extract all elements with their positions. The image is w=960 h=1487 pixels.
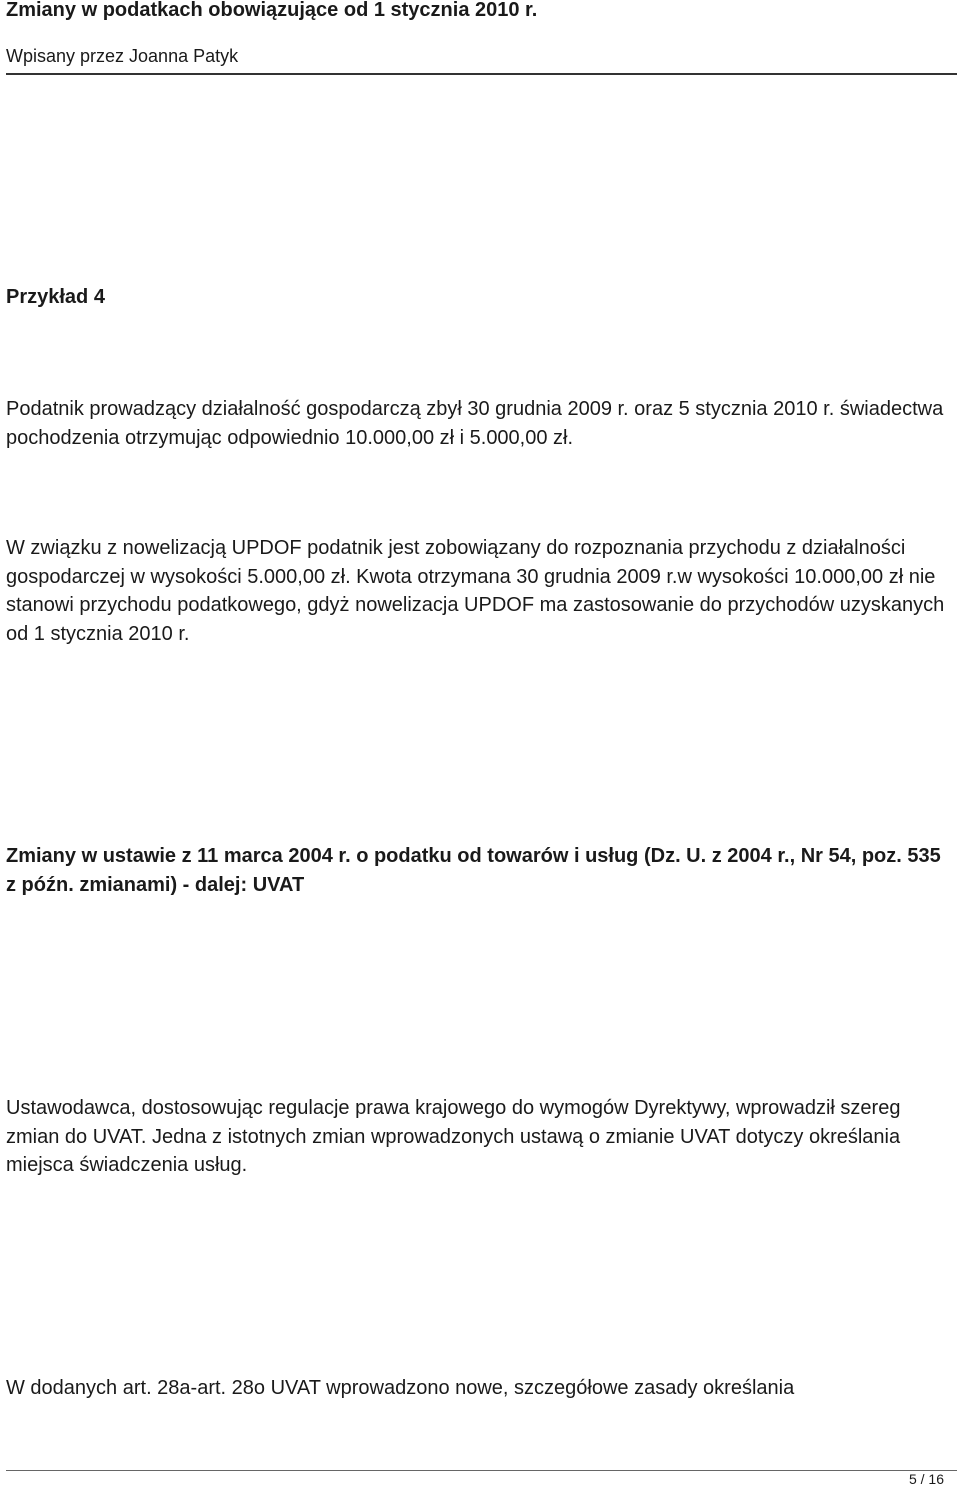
section-heading-uvat: Zmiany w ustawie z 11 marca 2004 r. o podatku od towarów i usług (Dz. U. z 2004 r., Nr 54, poz. 535 z późn. zmianami) - dalej: UVAT (6, 845, 941, 896)
paragraph-example-description: Podatnik prowadzący działalność gospodarczą zbył 30 grudnia 2009 r. oraz 5 stycznia 2010 r. świadectwa pochodzenia otrzymując odpowiednio 10.000,00 zł i 5.000,00 zł. (6, 398, 944, 449)
document-title: Zmiany w podatkach obowiązujące od 1 stycznia 2010 r. (6, 0, 538, 21)
paragraph-updof-explanation: W związku z nowelizacją UPDOF podatnik jest zobowiązany do rozpoznania przychodu z działalności gospodarczej w wysokości 5.000,00 zł. Kwota otrzymana 30 grudnia 2009 r.w wysokości 10.000,00 zł nie stanowi przychodu podatkowego, gdyż nowelizacja UPDOF ma zastosowanie do przychodów uzyskanych od 1 stycznia 2010 r. (6, 537, 945, 645)
example-heading: Przykład 4 (6, 286, 105, 308)
paragraph-uvat-changes: Ustawodawca, dostosowując regulacje prawa krajowego do wymogów Dyrektywy, wprowadził szereg zmian do UVAT. Jedna z istotnych zmian wprowadzonych ustawą o zmianie UVAT dotyczy określania miejsca świadczenia usług. (6, 1097, 901, 1176)
page-number: 5 / 16 (908, 1471, 944, 1487)
footer-divider (6, 1470, 957, 1471)
header-divider (6, 73, 957, 75)
paragraph-new-articles: W dodanych art. 28a-art. 28o UVAT wprowadzono nowe, szczegółowe zasady określania (6, 1377, 795, 1399)
document-author: Wpisany przez Joanna Patyk (6, 46, 239, 66)
